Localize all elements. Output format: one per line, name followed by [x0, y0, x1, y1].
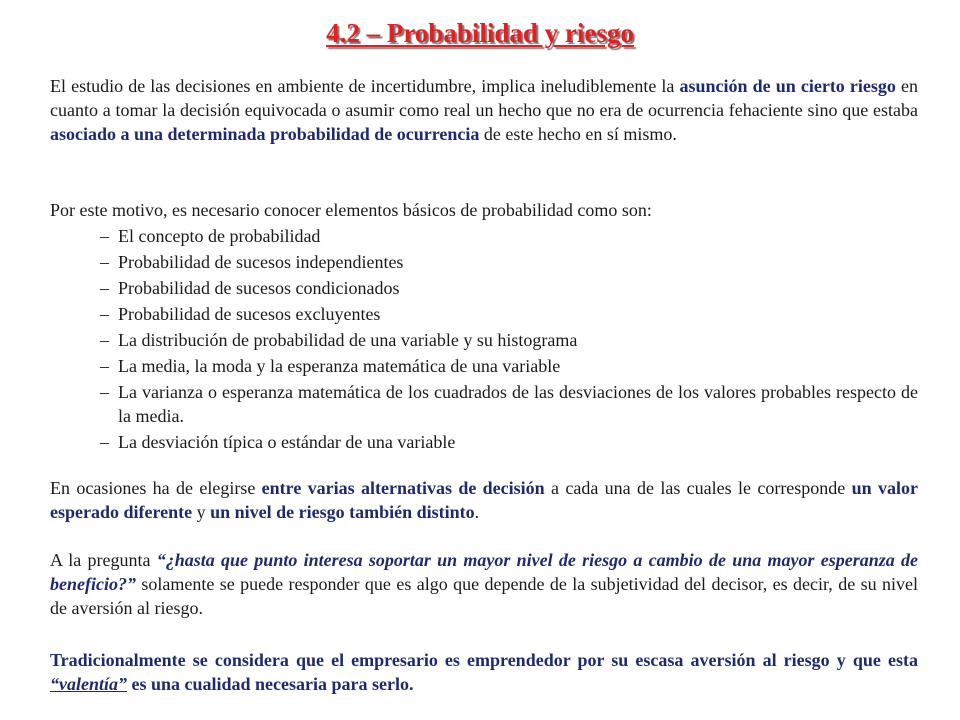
- list-item: [100, 276, 918, 300]
- page-title: 4.2 – Probabilidad y riesgo: [326, 18, 634, 48]
- alternatives-text-c: a cada una de las cuales le corresponde: [544, 478, 852, 498]
- list-item: [100, 380, 918, 428]
- concepts-list: [100, 224, 918, 454]
- list-item: [100, 250, 918, 274]
- alternatives-text-e: y: [192, 502, 211, 522]
- list-intro-paragraph: Por este motivo, es necesario conocer elementos básicos de probabilidad como son:: [50, 200, 652, 220]
- alternatives-highlight-risk: un nivel de riesgo también distinto: [210, 502, 475, 522]
- alternatives-text-g: .: [474, 502, 480, 522]
- dash-bullet: –: [100, 356, 109, 376]
- list-item: [100, 302, 918, 326]
- list-item-text: Probabilidad de sucesos independientes: [118, 252, 404, 272]
- list-item-text: La desviación típica o estándar de una variable: [118, 432, 456, 452]
- list-item-text: La distribución de probabilidad de una variable y su histograma: [118, 330, 578, 350]
- conclusion-text-a: Tradicionalmente se considera que el empresario es emprendedor por su escasa aversión al riesgo y que esta: [50, 650, 918, 670]
- dash-bullet: –: [100, 382, 109, 402]
- question-quote: “¿hasta que punto interesa soportar un mayor nivel de riesgo a cambio de una mayor esperanza de beneficio?”: [50, 550, 918, 594]
- conclusion-paragraph: [50, 648, 918, 696]
- list-item-text: El concepto de probabilidad: [118, 226, 321, 246]
- dash-bullet: –: [100, 432, 109, 452]
- dash-bullet: –: [100, 330, 109, 350]
- intro-text-e: de este hecho en sí mismo.: [479, 124, 677, 144]
- intro-text-a: El estudio de las decisiones en ambiente de incertidumbre, implica ineludiblemente la: [50, 76, 680, 96]
- alternatives-paragraph: [50, 476, 918, 524]
- alternatives-highlight-decision: entre varias alternativas de decisión: [261, 478, 545, 498]
- list-item-text: La media, la moda y la esperanza matemática de una variable: [118, 356, 561, 376]
- list-item-text: Probabilidad de sucesos excluyentes: [118, 304, 381, 324]
- question-paragraph: [50, 548, 918, 620]
- dash-bullet: –: [100, 252, 109, 272]
- question-text-a: A la pregunta: [50, 550, 157, 570]
- intro-highlight-probability: asociado a una determinada probabilidad de ocurrencia: [50, 124, 480, 144]
- conclusion-quote-valentia: “valentía”: [50, 674, 127, 694]
- list-item: [100, 328, 918, 352]
- alternatives-highlight-value: un valor esperado diferente: [50, 478, 918, 522]
- dash-bullet: –: [100, 278, 109, 298]
- alternatives-text-a: En ocasiones ha de elegirse: [50, 478, 262, 498]
- list-item: [100, 224, 918, 248]
- dash-bullet: –: [100, 226, 109, 246]
- dash-bullet: –: [100, 304, 109, 324]
- conclusion-text-c: es una cualidad necesaria para serlo.: [127, 674, 414, 694]
- list-item: [100, 354, 918, 378]
- list-item-text: La varianza o esperanza matemática de los cuadrados de las desviaciones de los valores probables respecto de la media.: [118, 382, 918, 426]
- list-item: [100, 430, 918, 454]
- list-item-text: Probabilidad de sucesos condicionados: [118, 278, 400, 298]
- intro-paragraph: [50, 74, 918, 146]
- intro-highlight-risk: asunción de un cierto riesgo: [679, 76, 896, 96]
- intro-text-c: en cuanto a tomar la decisión equivocada o asumir como real un hecho que no era de ocurrencia fehaciente sino que estaba: [50, 76, 918, 120]
- question-text-c: solamente se puede responder que es algo que depende de la subjetividad del decisor, es decir, de su nivel de aversión al riesgo.: [50, 574, 918, 618]
